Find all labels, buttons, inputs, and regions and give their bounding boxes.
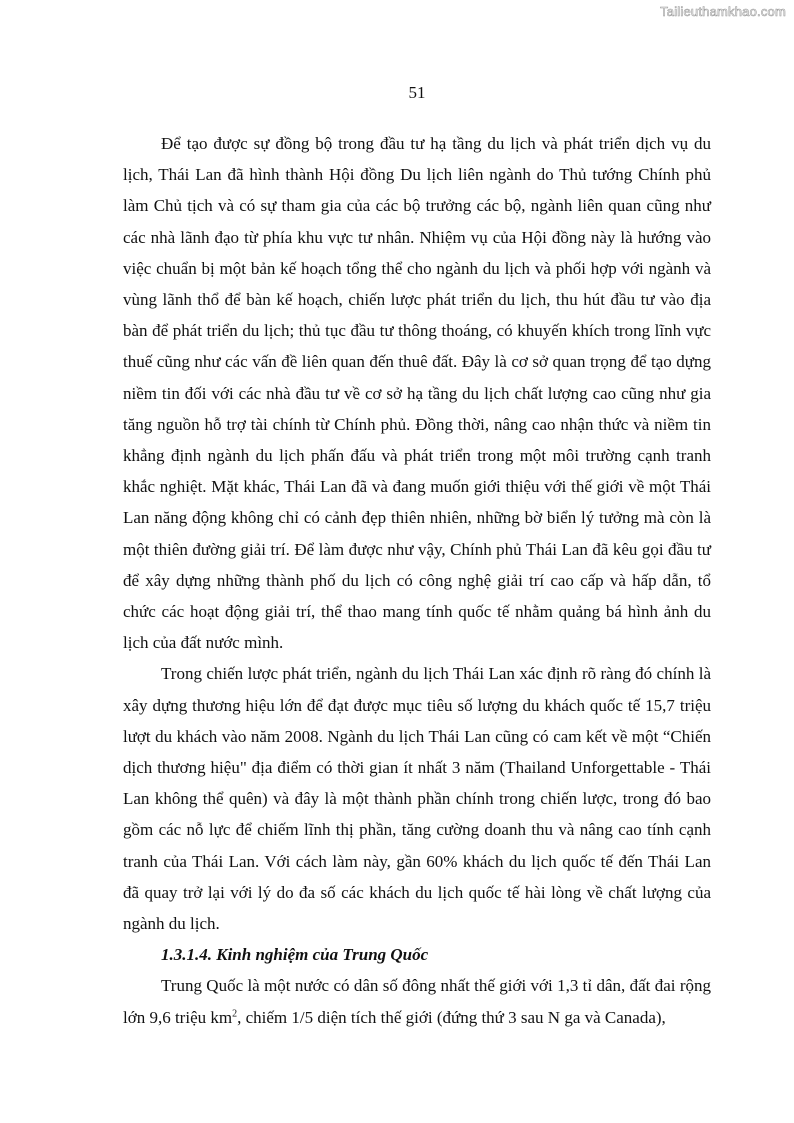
watermark: Tailieuthamkhao.com: [660, 4, 786, 19]
paragraph-china: [123, 970, 711, 1032]
paragraph-thailand-strategy: Trong chiến lược phát triển, ngành du lịch Thái Lan xác định rõ ràng đó chính là xây dựng thương hiệu lớn để đạt được mục tiêu số lượng du khách quốc tế 15,7 triệu lượt du khách vào năm 2008. Ngành du lịch Thái Lan cũng có cam kết về một “Chiến dịch thương hiệu" địa điểm có thời gian ít nhất 3 năm (Thailand Unforgettable - Thái Lan không thể quên) và đây là một thành phần chính trong chiến lược, trong đó bao gồm các nỗ lực để chiếm lĩnh thị phần, tăng cường doanh thu và nâng cao tính cạnh tranh của Thái Lan. Với cách làm này, gần 60% khách du lịch quốc tế đến Thái Lan đã quay trở lại với lý do đa số các khách du lịch quốc tế hài lòng về chất lượng của ngành du lịch.: [123, 664, 711, 934]
superscript: 2: [232, 1008, 238, 1020]
paragraph-thailand-council: Để tạo được sự đồng bộ trong đầu tư hạ tầng du lịch và phát triển dịch vụ du lịch, Thái Lan đã hình thành Hội đồng Du lịch liên ngành do Thủ tướng Chính phủ làm Chủ tịch và có sự tham gia của các bộ trưởng các bộ, ngành liên quan cũng như các nhà lãnh đạo từ phía khu vực tư nhân. Nhiệm vụ của Hội đồng này là hướng vào việc chuẩn bị một bản kế hoạch tổng thể cho ngành du lịch và phối hợp với ngành và vùng lãnh thổ để bàn kế hoạch, chiến lược phát triển du lịch, thu hút đầu tư vào địa bàn để phát triển du lịch; thủ tục đầu tư thông thoáng, có khuyến khích trong lĩnh vực thuế cũng như các vấn đề liên quan đến thuê đất. Đây là cơ sở quan trọng để tạo dựng niềm tin đối với các nhà đầu tư về cơ sở hạ tầng du lịch chất lượng cao cũng như gia tăng nguồn hỗ trợ tài chính từ Chính phủ. Đồng thời, nâng cao nhận thức và niềm tin khẳng định ngành du lịch phấn đấu và phát triển trong một môi trường cạnh tranh khắc nghiệt. Mặt khác, Thái Lan đã và đang muốn giới thiệu với thế giới về một Thái Lan năng động không chỉ có cảnh đẹp thiên nhiên, những bờ biển lý tưởng mà còn là một thiên đường giải trí. Để làm được như vậy, Chính phủ Thái Lan đã kêu gọi đầu tư để xây dựng những thành phố du lịch có công nghệ giải trí cao cấp và hấp dẫn, tổ chức các hoạt động giải trí, thể thao mang tính quốc tế nhằm quảng bá hình ảnh du lịch của đất nước mình.: [123, 134, 711, 653]
china-text-start: Trung Quốc là một nước có dân số đông nhất thế giới với 1,3 tỉ dân, đất đai rộng lớn 9,6 triệu km: [123, 976, 711, 1027]
china-text-end: , chiếm 1/5 diện tích thế giới (đứng thứ 3 sau N ga và Canada),: [237, 1007, 666, 1027]
page-number: 51: [408, 83, 426, 102]
document-body: [123, 128, 711, 1033]
section-heading: 1.3.1.4. Kinh nghiệm của Trung Quốc: [161, 945, 429, 965]
